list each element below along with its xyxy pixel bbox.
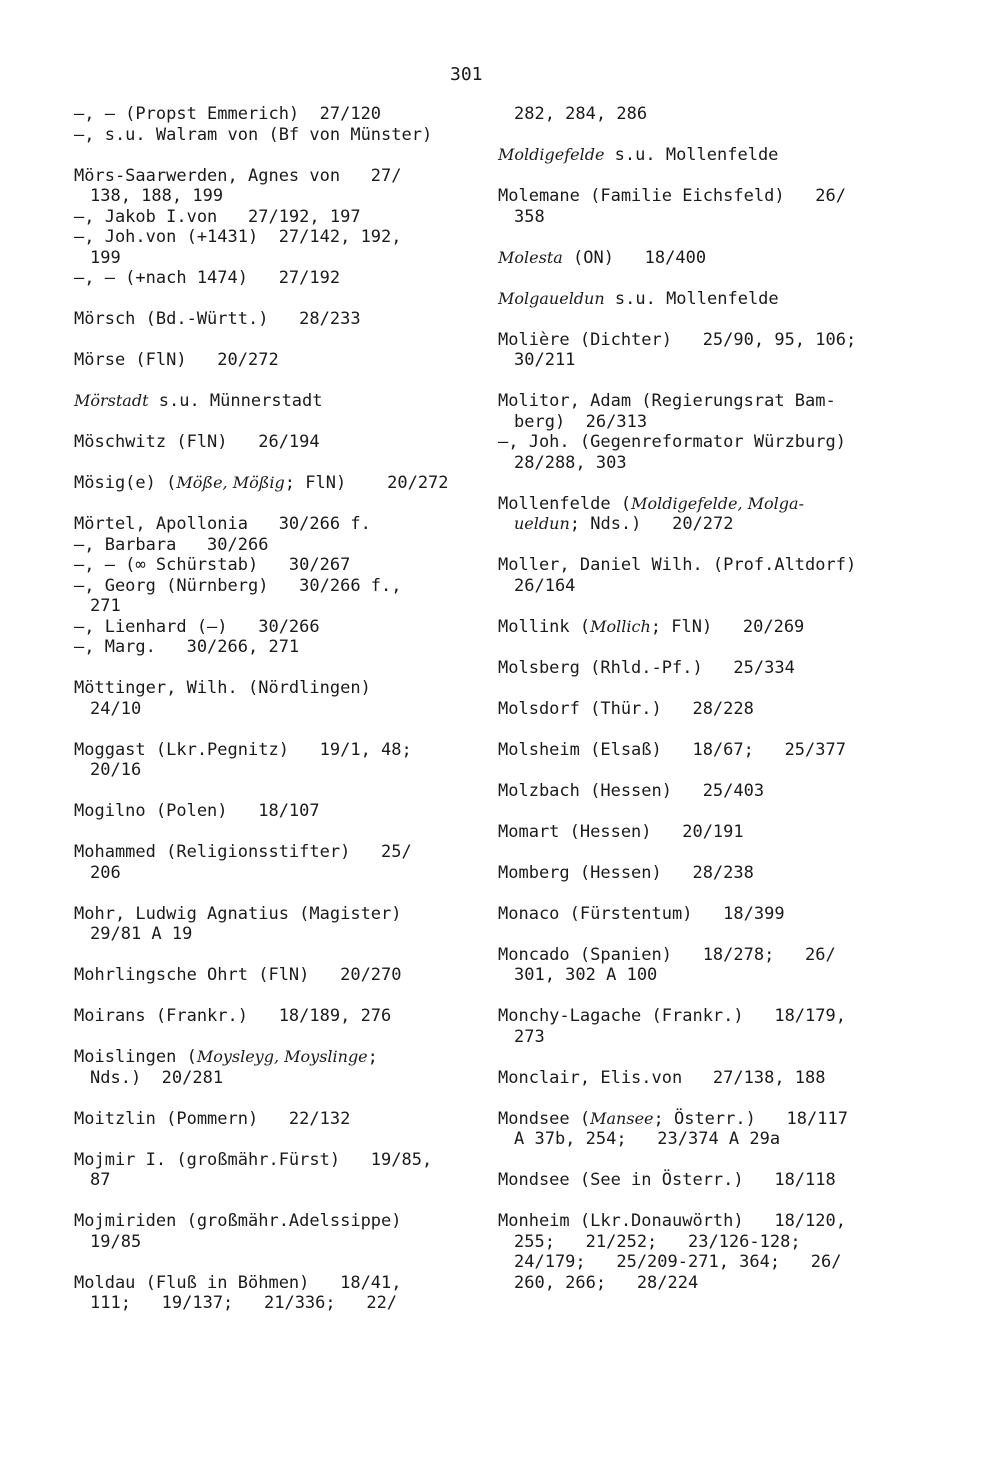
index-entry-continuation: 28/288, 303 xyxy=(514,452,627,473)
index-entry-line xyxy=(498,1109,898,1130)
index-entry-line: Mörsch (Bd.-Württ.) 28/233 xyxy=(74,309,361,329)
index-entry-continuation: 26/164 xyxy=(514,575,576,596)
index-entry-line: Mojmir I. (großmähr.Fürst) 19/85, xyxy=(74,1149,433,1170)
index-entry xyxy=(74,514,474,658)
index-entry-continuation: 199 xyxy=(90,247,121,268)
index-entry-line: Mohr, Ludwig Agnatius (Magister) xyxy=(74,903,402,924)
index-entry-line xyxy=(74,1047,474,1068)
entry-text: Mondsee ( xyxy=(498,1108,591,1129)
index-entry xyxy=(74,842,474,883)
entry-text: Moislingen ( xyxy=(74,1047,197,1067)
index-entry-line: Moldau (Fluß in Böhmen) 18/41, xyxy=(74,1272,402,1293)
index-entry-line: Molemane (Familie Eichsfeld) 26/ xyxy=(498,186,846,206)
italic-name-variant: Mörstadt xyxy=(74,391,149,410)
entry-text: ; FlN) 20/269 xyxy=(650,616,805,637)
index-entry-line: Moggast (Lkr.Pegnitz) 19/1, 48; xyxy=(74,739,412,760)
index-entry-line xyxy=(498,289,898,310)
index-entry-line: —, Joh.von (+1431) 27/142, 192, xyxy=(74,227,402,247)
index-entry-line: Molsheim (Elsaß) 18/67; 25/377 xyxy=(498,739,846,760)
entry-text: Mollenfelde ( xyxy=(498,493,632,514)
italic-name-variant: Molgaueldun xyxy=(498,288,605,308)
index-entry-continuation: 273 xyxy=(514,1026,545,1047)
entry-text: (ON) 18/400 xyxy=(562,247,707,268)
index-entry xyxy=(498,781,898,802)
italic-name-variant: Moldigefelde, Molga- xyxy=(631,493,804,513)
index-entry-line xyxy=(498,617,898,638)
index-entry xyxy=(498,248,898,269)
index-entry xyxy=(74,104,474,145)
index-entry-continuation: 87 xyxy=(90,1170,111,1190)
index-entry-line: Möschwitz (FlN) 26/194 xyxy=(74,432,320,452)
index-entry-line: Molitor, Adam (Regierungsrat Bam- xyxy=(498,391,836,411)
index-entry xyxy=(498,494,898,535)
index-entry-line xyxy=(498,248,898,269)
index-entry xyxy=(498,945,898,986)
index-entry-continuation: 301, 302 A 100 xyxy=(514,965,658,985)
index-entry xyxy=(74,391,474,412)
italic-name-variant: Möße, Mößig xyxy=(176,473,285,492)
index-entry-line: Moller, Daniel Wilh. (Prof.Altdorf) xyxy=(498,555,857,575)
index-entry xyxy=(74,1006,474,1027)
entry-text: s.u. Mollenfelde xyxy=(604,288,779,309)
index-entry-continuation: 255; 21/252; 23/126-128; xyxy=(514,1231,801,1252)
index-entry xyxy=(498,658,898,679)
index-entry xyxy=(74,432,474,453)
index-entry-line: Monaco (Fürstentum) 18/399 xyxy=(498,903,785,924)
index-entry-line: Möttinger, Wilh. (Nördlingen) xyxy=(74,678,371,698)
italic-name-variant: Mollich xyxy=(590,616,651,636)
index-entry xyxy=(74,1211,474,1252)
index-entry-continuation: berg) 26/313 xyxy=(514,411,648,432)
index-entry-line: —, Marg. 30/266, 271 xyxy=(74,637,300,657)
index-entry xyxy=(498,289,898,310)
index-entry-line: Molsdorf (Thür.) 28/228 xyxy=(498,698,754,719)
index-entry-line: —, Barbara 30/266 xyxy=(74,534,269,555)
italic-name-variant: Moysleyg, Moyslinge xyxy=(196,1047,368,1066)
entry-text: ; Österr.) 18/117 xyxy=(653,1108,848,1129)
index-entry-line: Mörs-Saarwerden, Agnes von 27/ xyxy=(74,165,402,186)
index-entry-line: —, Lienhard (—) 30/266 xyxy=(74,616,320,637)
index-column-left xyxy=(74,104,474,1334)
index-entry-continuation: 111; 19/137; 21/336; 22/ xyxy=(90,1293,398,1313)
entry-text: ; xyxy=(367,1047,378,1067)
entry-text: s.u. Münnerstadt xyxy=(148,391,323,411)
index-entry-line: Molsberg (Rhld.-Pf.) 25/334 xyxy=(498,657,795,678)
entry-text: s.u. Mollenfelde xyxy=(604,145,779,165)
index-entry-line: Momberg (Hessen) 28/238 xyxy=(498,862,754,883)
index-entry-line: Molière (Dichter) 25/90, 95, 106; xyxy=(498,329,857,350)
index-entry xyxy=(498,617,898,638)
index-entry-line: Mogilno (Polen) 18/107 xyxy=(74,801,320,821)
index-entry xyxy=(74,801,474,822)
index-entry xyxy=(74,965,474,986)
index-entry-continuation: 30/211 xyxy=(514,350,576,370)
index-entry-line: Monchy-Lagache (Frankr.) 18/179, xyxy=(498,1006,846,1026)
index-entry-line xyxy=(498,145,898,166)
index-entry-line: —, Georg (Nürnberg) 30/266 f., xyxy=(74,575,402,596)
page-number: 301 xyxy=(450,64,483,85)
index-entry xyxy=(498,555,898,596)
index-entry-continuation: 24/10 xyxy=(90,698,142,719)
index-entry-continuation: 20/16 xyxy=(90,760,142,780)
index-entry-line: Momart (Hessen) 20/191 xyxy=(498,821,744,842)
index-entry-continuation: A 37b, 254; 23/374 A 29a xyxy=(514,1129,781,1149)
index-entry-line: Monheim (Lkr.Donauwörth) 18/120, xyxy=(498,1211,846,1231)
italic-name-variant: ueldun xyxy=(514,514,570,533)
index-entry-line: Moirans (Frankr.) 18/189, 276 xyxy=(74,1006,392,1026)
index-entry-line: —, — (+nach 1474) 27/192 xyxy=(74,268,341,288)
index-entry-line xyxy=(74,391,474,412)
index-entry xyxy=(498,330,898,371)
index-entry xyxy=(498,186,898,227)
index-entry-line: —, s.u. Walram von (Bf von Münster) xyxy=(74,124,433,145)
italic-name-variant: Molesta xyxy=(498,247,563,267)
index-entry-line: Molzbach (Hessen) 25/403 xyxy=(498,780,765,801)
index-entry-continuation: 260, 266; 28/224 xyxy=(514,1272,699,1293)
index-entry xyxy=(498,822,898,843)
index-entry-continuation: 358 xyxy=(514,206,545,227)
index-entry-line xyxy=(74,473,474,494)
index-entry xyxy=(498,1109,898,1150)
index-entry xyxy=(498,391,898,473)
index-entry-continuation: 19/85 xyxy=(90,1231,142,1252)
index-entry-line: —, — (∞ Schürstab) 30/267 xyxy=(74,555,351,575)
index-entry xyxy=(498,1211,898,1293)
index-entry xyxy=(74,473,474,494)
index-entry xyxy=(74,1047,474,1088)
index-entry-line: Mohrlingsche Ohrt (FlN) 20/270 xyxy=(74,965,402,985)
index-entry-line: Mörtel, Apollonia 30/266 f. xyxy=(74,514,371,534)
index-entry-continuation: 282, 284, 286 xyxy=(514,104,648,124)
entry-text: Mollink ( xyxy=(498,616,591,637)
index-entry-line: Mondsee (See in Österr.) 18/118 xyxy=(498,1170,836,1190)
index-entry xyxy=(498,104,898,125)
entry-text: ; Nds.) 20/272 xyxy=(569,514,734,534)
index-entry-continuation: 206 xyxy=(90,862,121,883)
italic-name-variant: Mansee xyxy=(590,1108,654,1128)
index-entry xyxy=(498,863,898,884)
entry-text: Mösig(e) ( xyxy=(74,473,177,493)
index-entry xyxy=(74,740,474,781)
index-entry-line xyxy=(498,494,898,515)
index-entry-continuation: 271 xyxy=(90,596,121,616)
index-entry-continuation xyxy=(498,514,898,535)
index-entry-line: —, Jakob I.von 27/192, 197 xyxy=(74,206,361,227)
index-entry xyxy=(74,904,474,945)
index-entry-line: —, Joh. (Gegenreformator Würzburg) xyxy=(498,432,846,452)
index-entry xyxy=(498,1170,898,1191)
index-entry xyxy=(498,1006,898,1047)
index-entry xyxy=(498,699,898,720)
index-entry-line: Moncado (Spanien) 18/278; 26/ xyxy=(498,944,836,965)
italic-name-variant: Moldigefelde xyxy=(498,145,605,164)
index-entry-line: Monclair, Elis.von 27/138, 188 xyxy=(498,1067,826,1088)
index-entry xyxy=(74,1109,474,1130)
index-entry-line: Mörse (FlN) 20/272 xyxy=(74,350,279,370)
index-entry-continuation: 24/179; 25/209-271, 364; 26/ xyxy=(514,1252,842,1272)
index-entry xyxy=(498,1068,898,1089)
index-entry xyxy=(498,740,898,761)
index-entry-line: Mojmiriden (großmähr.Adelssippe) xyxy=(74,1211,402,1231)
index-entry xyxy=(498,145,898,166)
index-entry-line: Moitzlin (Pommern) 22/132 xyxy=(74,1108,351,1129)
index-entry-continuation: Nds.) 20/281 xyxy=(90,1067,224,1088)
index-entry xyxy=(74,350,474,371)
index-column-right xyxy=(498,104,898,1314)
index-entry-line: Mohammed (Religionsstifter) 25/ xyxy=(74,842,412,862)
index-entry xyxy=(74,1150,474,1191)
index-entry xyxy=(74,166,474,289)
index-entry-continuation: 138, 188, 199 xyxy=(90,186,224,206)
index-entry xyxy=(74,1273,474,1314)
index-entry xyxy=(74,678,474,719)
entry-text: ; FlN) 20/272 xyxy=(284,473,449,493)
index-entry xyxy=(498,904,898,925)
index-entry-continuation: 29/81 A 19 xyxy=(90,924,193,944)
index-entry xyxy=(74,309,474,330)
index-entry-line: —, — (Propst Emmerich) 27/120 xyxy=(74,104,382,124)
